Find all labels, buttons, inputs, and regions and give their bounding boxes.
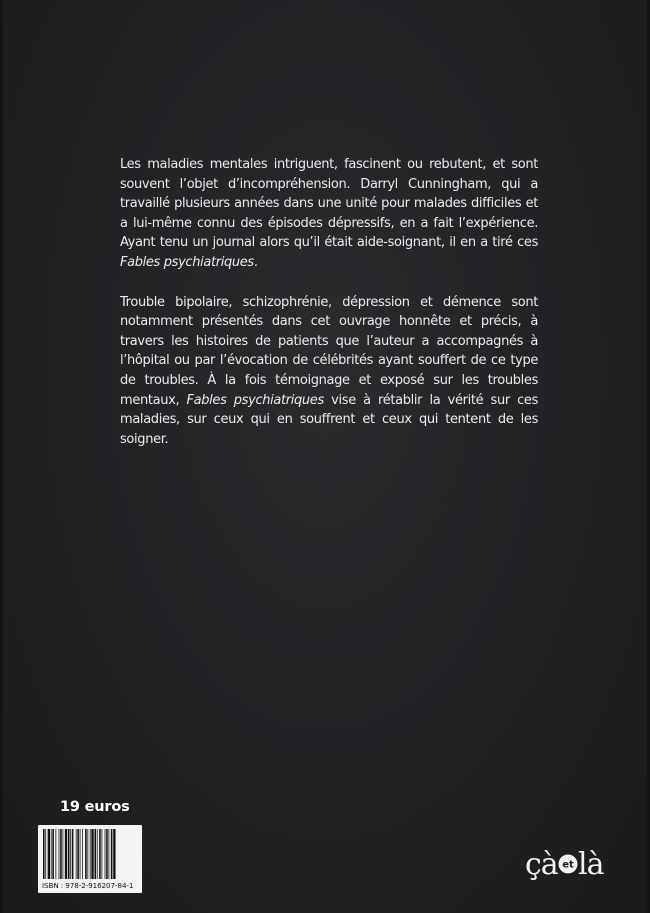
- barcode-bar: [105, 829, 106, 879]
- barcode-bar: [102, 829, 103, 879]
- barcode-bars: [42, 829, 138, 879]
- barcode-bar: [87, 829, 88, 879]
- barcode-bar: [91, 829, 93, 879]
- barcode-bar: [90, 829, 91, 879]
- barcode-bar: [68, 829, 70, 879]
- isbn-text: ISBN : 978-2-916207-84-1: [42, 881, 134, 890]
- barcode: [38, 825, 142, 893]
- blurb-paragraph-1-end: .: [253, 254, 258, 270]
- barcode-bar: [77, 829, 79, 879]
- blurb-paragraph-2-text: Trouble bipolaire, schizophrénie, dépression et démence sont notamment présentés dans cet ouvrage honnête et précis, à travers les histoires de patients que l’auteur a accompagnés à l’hôpital ou par l’évocation de célébrités ayant souffert de ce type de troubles. À la fois témoignage et exposé sur les troubles mentaux,: [120, 294, 538, 408]
- blurb-paragraph-1: [120, 155, 538, 273]
- barcode-bar: [106, 829, 108, 879]
- barcode-bar: [60, 829, 62, 879]
- barcode-bar: [59, 829, 60, 879]
- barcode-bar: [51, 829, 52, 879]
- barcode-bar: [52, 829, 54, 879]
- barcode-bar: [65, 829, 67, 879]
- barcode-bar: [80, 829, 81, 879]
- barcode-bar: [48, 829, 50, 879]
- barcode-bar: [82, 829, 83, 879]
- publisher-logo: [523, 840, 613, 884]
- barcode-bar: [63, 829, 64, 879]
- back-cover-blurb: [120, 155, 538, 469]
- barcode-bar: [43, 829, 45, 879]
- barcode-bar: [70, 829, 71, 879]
- price-label: 19 euros: [60, 799, 130, 815]
- barcode-bar: [97, 829, 98, 879]
- barcode-bar: [55, 829, 56, 879]
- barcode-bar: [99, 829, 101, 879]
- blurb-paragraph-2: [120, 293, 538, 450]
- barcode-bar: [85, 829, 87, 879]
- publisher-logo-right: là: [578, 847, 604, 882]
- barcode-bar: [109, 829, 110, 879]
- blurb-paragraph-1-text: Les maladies mentales intriguent, fascinent ou rebutent, et sont souvent l’objet d’incompréhension. Darryl Cunningham, qui a travaillé plusieurs années dans une unité pour malades difficiles et a lui-même connu des épisodes dépressifs, en a fait l’expérience. Ayant tenu un journal alors qu’il était aide-soignant, il en a tiré ces: [120, 157, 538, 251]
- publisher-logo-left: çà: [525, 847, 558, 882]
- blurb-paragraph-2-end: vise à rétablir la vérité sur ces maladies, sur ceux qui en souffrent et ceux qui tentent de les soigner.: [120, 392, 538, 447]
- blurb-paragraph-1-book-title: Fables psychiatriques: [120, 254, 254, 270]
- barcode-bar: [113, 829, 115, 879]
- barcode-bar: [111, 829, 113, 879]
- publisher-logo-middle: et: [562, 859, 574, 871]
- barcode-bar: [45, 829, 46, 879]
- barcode-bar: [72, 829, 74, 879]
- barcode-bar: [94, 829, 96, 879]
- barcode-bar: [76, 829, 77, 879]
- blurb-paragraph-2-book-title: Fables psychiatriques: [186, 392, 324, 408]
